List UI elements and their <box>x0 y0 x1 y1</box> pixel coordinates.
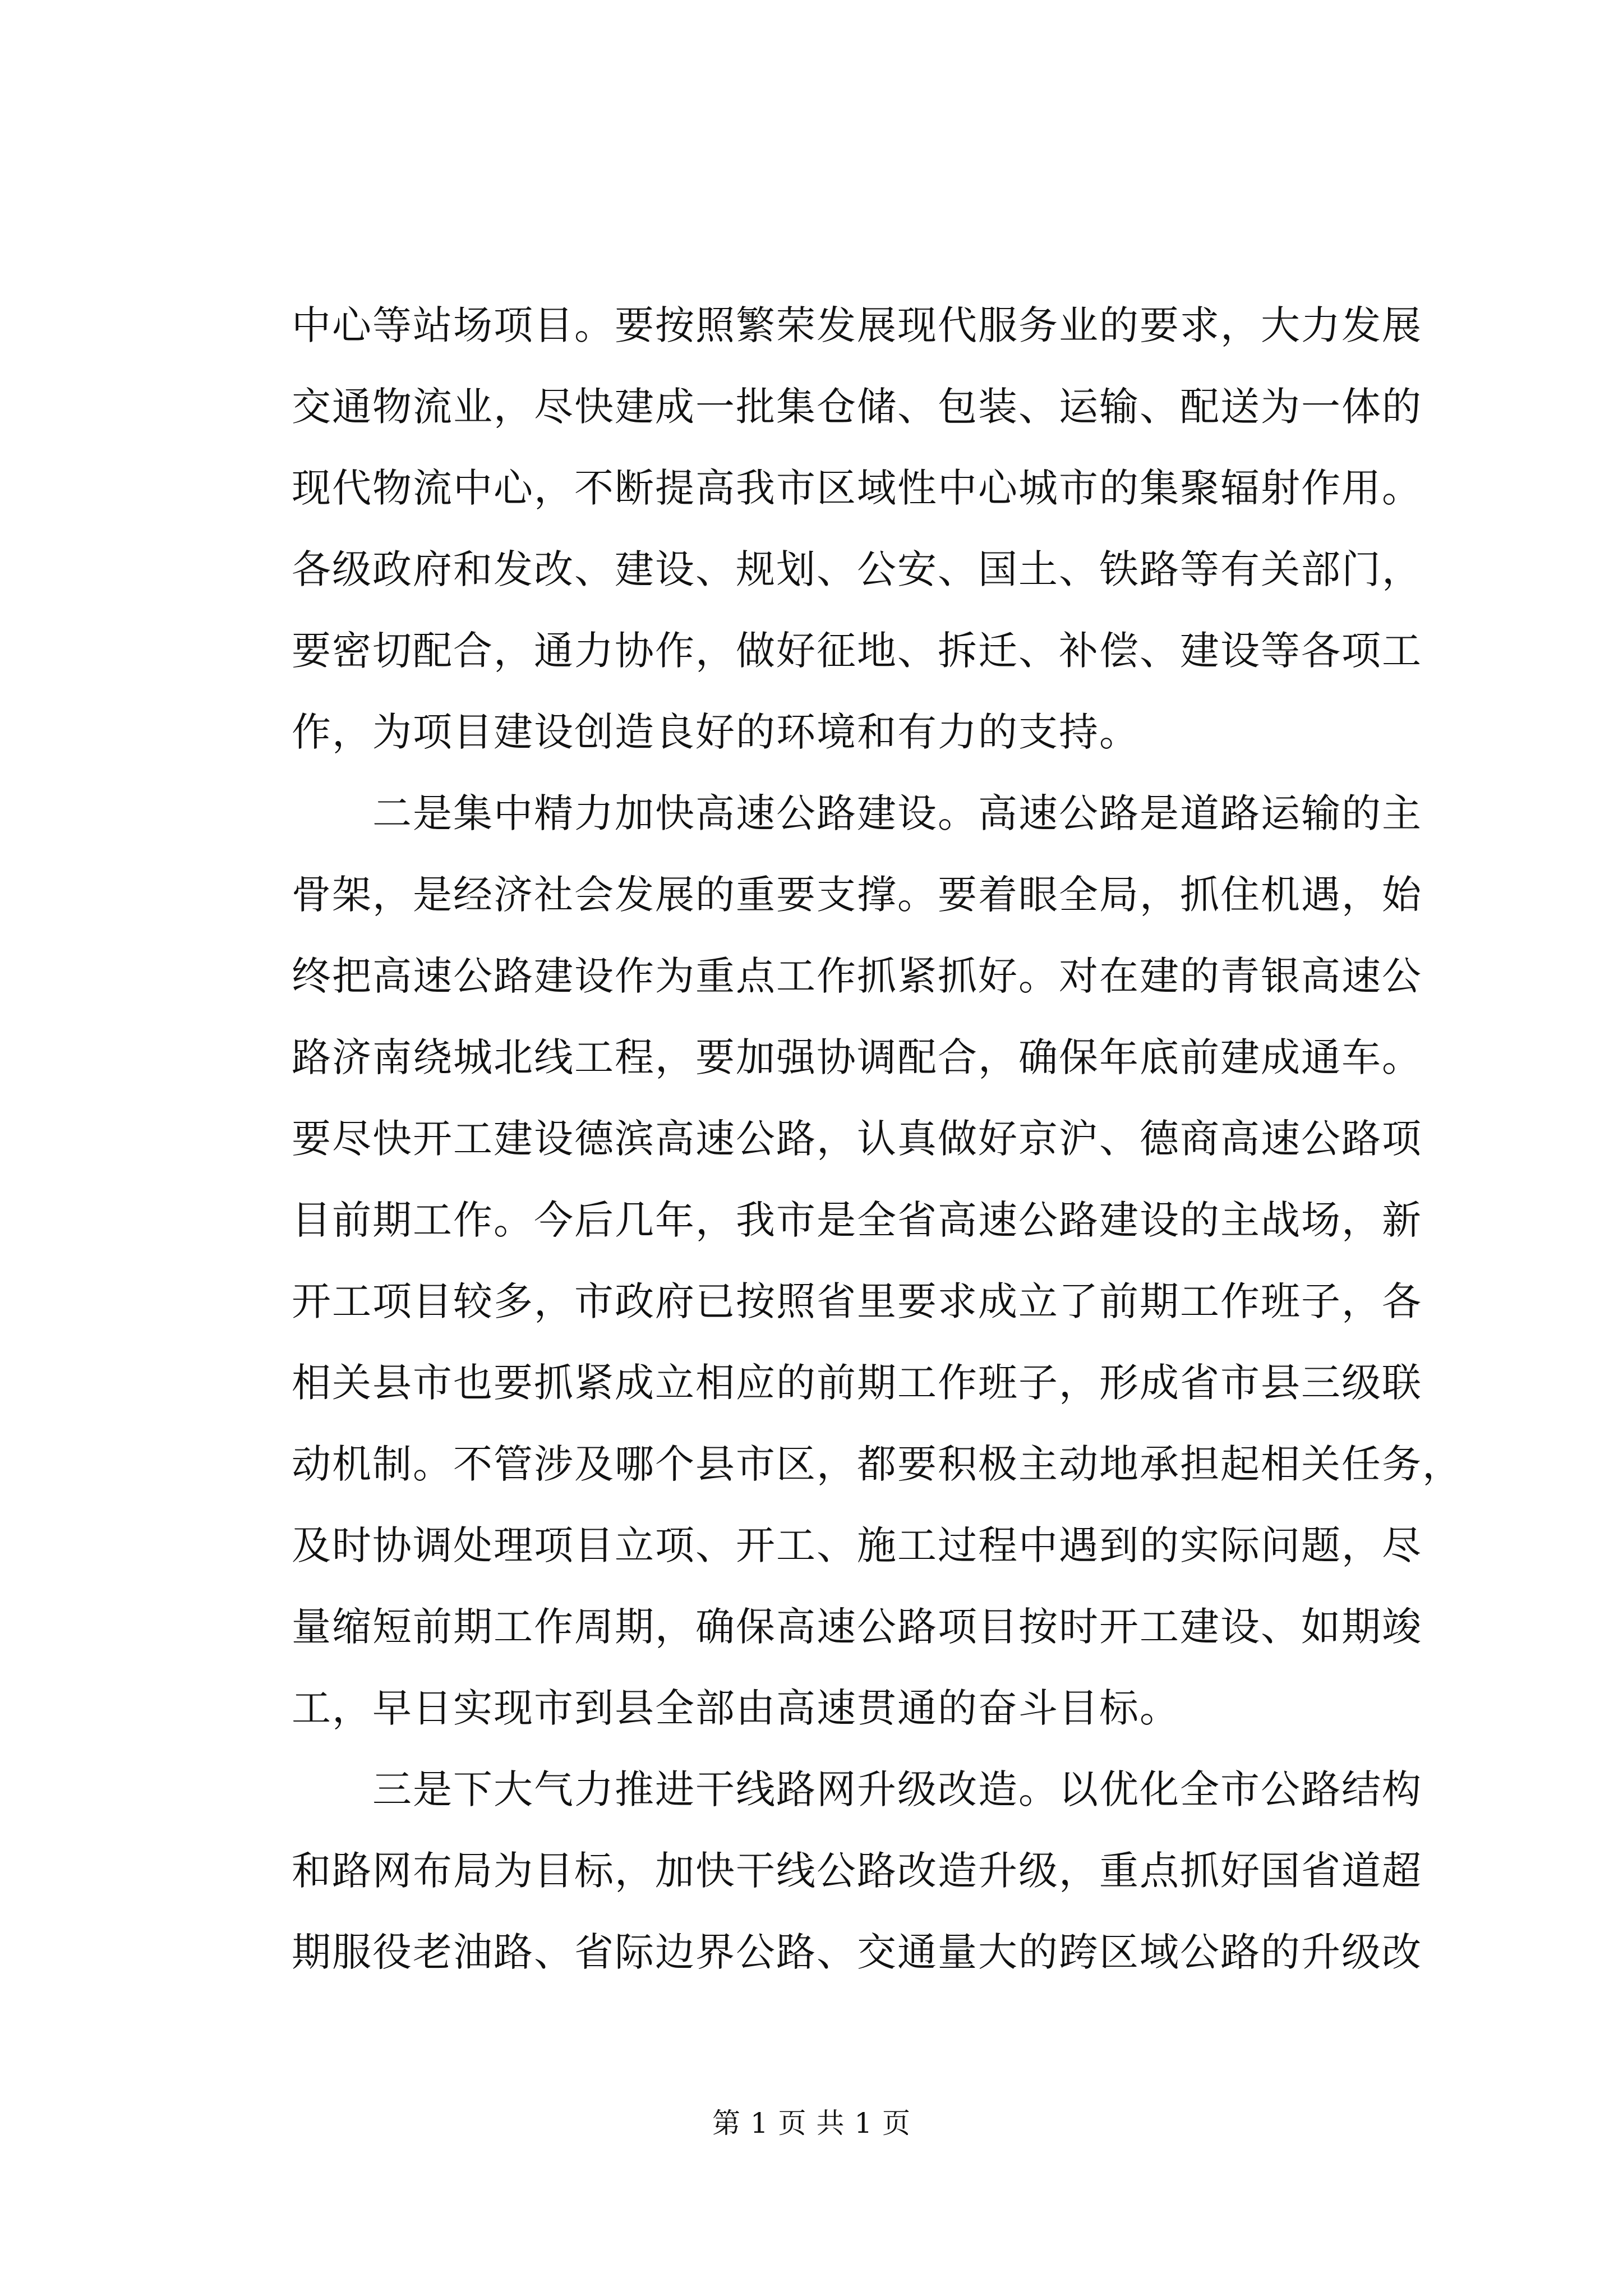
text-line: 目前期工作。今后几年，我市是全省高速公路建设的主战场，新 <box>292 1197 1422 1243</box>
text-line: 要尽快开工建设德滨高速公路，认真做好京沪、德商高速公路项 <box>292 1116 1422 1162</box>
text-line: 现代物流中心，不断提高我市区域性中心城市的集聚辐射作用。 <box>292 465 1422 511</box>
text-line: 要密切配合，通力协作，做好征地、拆迁、补偿、建设等各项工 <box>292 628 1422 674</box>
text-line: 作，为项目建设创造良好的环境和有力的支持。 <box>292 709 1140 755</box>
text-line: 量缩短前期工作周期，确保高速公路项目按时开工建设、如期竣 <box>292 1604 1422 1650</box>
text-line: 各级政府和发改、建设、规划、公安、国土、铁路等有关部门， <box>292 546 1422 592</box>
text-line: 路济南绕城北线工程，要加强协调配合，确保年底前建成通车。 <box>292 1034 1422 1080</box>
paragraph-start-line: 二是集中精力加快高速公路建设。高速公路是道路运输的主 <box>372 790 1422 836</box>
paragraph-start-line: 三是下大气力推进干线路网升级改造。以优化全市公路结构 <box>372 1766 1422 1812</box>
text-line: 开工项目较多，市政府已按照省里要求成立了前期工作班子，各 <box>292 1278 1422 1324</box>
text-line: 相关县市也要抓紧成立相应的前期工作班子，形成省市县三级联 <box>292 1360 1422 1406</box>
text-line: 期服役老油路、省际边界公路、交通量大的跨区域公路的升级改 <box>292 1929 1422 1975</box>
text-line: 动机制。不管涉及哪个县市区，都要积极主动地承担起相关任务， <box>292 1441 1463 1487</box>
text-line: 及时协调处理项目立项、开工、施工过程中遇到的实际问题，尽 <box>292 1522 1422 1568</box>
text-line: 终把高速公路建设作为重点工作抓紧抓好。对在建的青银高速公 <box>292 953 1422 999</box>
text-line: 和路网布局为目标，加快干线公路改造升级，重点抓好国省道超 <box>292 1848 1422 1894</box>
text-line: 中心等站场项目。要按照繁荣发展现代服务业的要求，大力发展 <box>292 302 1422 348</box>
body-text <box>292 285 1463 1993</box>
text-line: 工，早日实现市到县全部由高速贯通的奋斗目标。 <box>292 1685 1180 1731</box>
page-footer: 第 1 页 共 1 页 <box>712 2107 911 2139</box>
text-line: 交通物流业，尽快建成一批集仓储、包装、运输、配送为一体的 <box>292 384 1422 430</box>
text-line: 骨架，是经济社会发展的重要支撑。要着眼全局，抓住机遇，始 <box>292 872 1422 918</box>
